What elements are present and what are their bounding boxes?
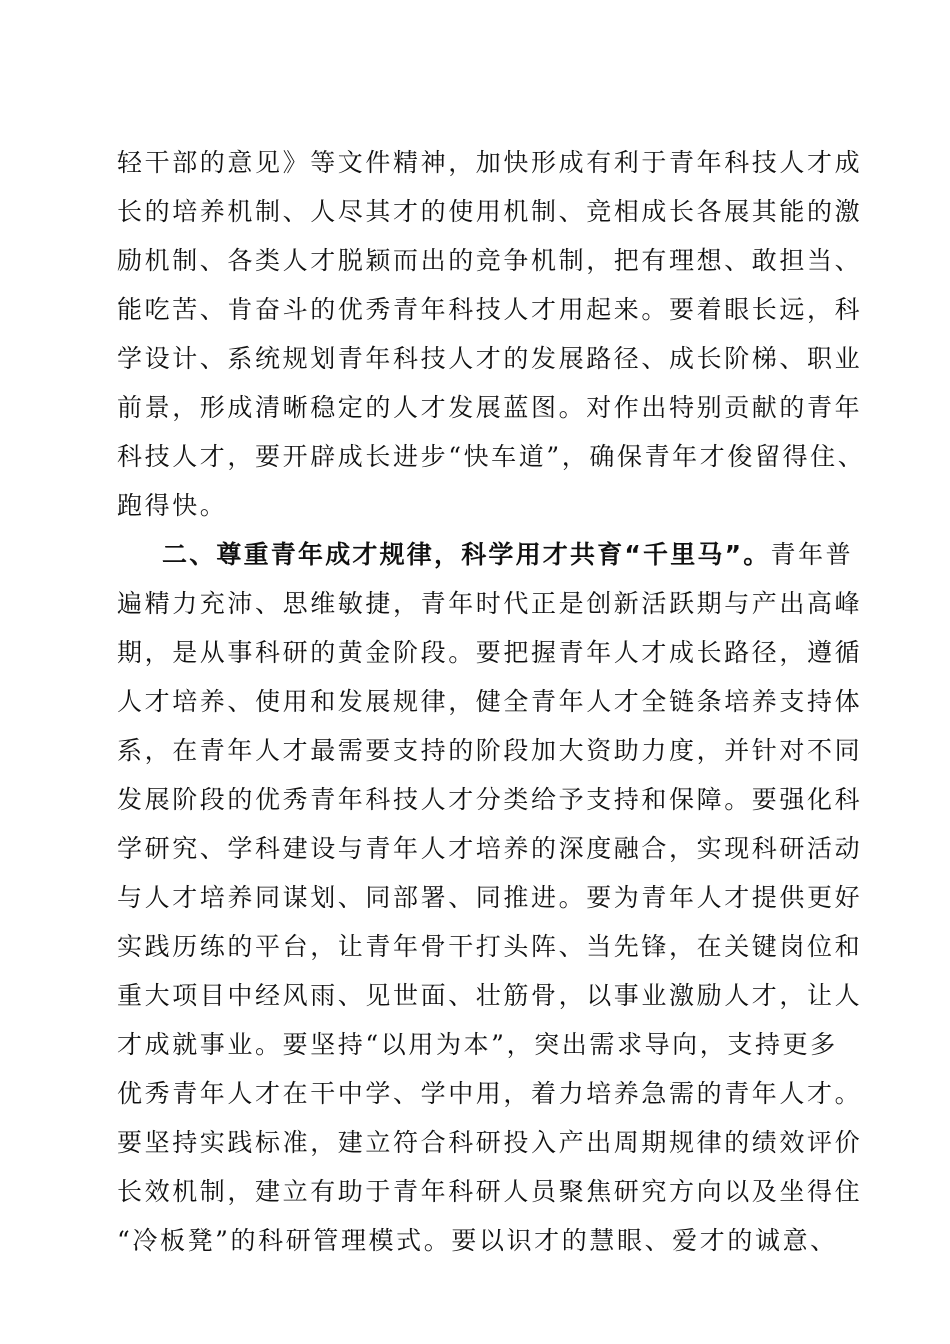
paragraph-line: 轻干部的意见》等文件精神，加快形成有利于青年科技人才成 bbox=[117, 148, 863, 177]
paragraph-line: 科技人才，要开辟成长进步“快车道”，确保青年才俊留得住、 bbox=[117, 442, 866, 471]
paragraph-line: 实践历练的平台，让青年骨干打头阵、当先锋，在关键岗位和 bbox=[117, 932, 863, 961]
paragraph-line: 要坚持实践标准，建立符合科研投入产出周期规律的绩效评价 bbox=[117, 1128, 863, 1157]
paragraph-line: 学研究、学科建设与青年人才培养的深度融合，实现科研活动 bbox=[117, 834, 863, 863]
paragraph-line-rest: 青年普 bbox=[770, 540, 854, 569]
paragraph-line: 学设计、系统规划青年科技人才的发展路径、成长阶梯、职业 bbox=[117, 344, 863, 373]
paragraph-line: 长的培养机制、人尽其才的使用机制、竞相成长各展其能的激 bbox=[117, 197, 863, 226]
paragraph-line: 遍精力充沛、思维敏捷，青年时代正是创新活跃期与产出高峰 bbox=[117, 589, 863, 618]
paragraph-line: 能吃苦、肯奋斗的优秀青年科技人才用起来。要着眼长远，科 bbox=[117, 295, 863, 324]
paragraph-line: 才成就事业。要坚持“以用为本”，突出需求导向，支持更多 bbox=[117, 1030, 838, 1059]
paragraph-line: 跑得快。 bbox=[117, 491, 228, 520]
paragraph-line: 前景，形成清晰稳定的人才发展蓝图。对作出特别贡献的青年 bbox=[117, 393, 863, 422]
paragraph-line: 与人才培养同谋划、同部署、同推进。要为青年人才提供更好 bbox=[117, 883, 863, 912]
paragraph-line: 优秀青年人才在干中学、学中用，着力培养急需的青年人才。 bbox=[117, 1079, 863, 1108]
paragraph-line: 人才培养、使用和发展规律，健全青年人才全链条培养支持体 bbox=[117, 687, 863, 716]
section-heading-line bbox=[162, 538, 853, 572]
paragraph-line: 励机制、各类人才脱颖而出的竞争机制，把有理想、敢担当、 bbox=[117, 246, 863, 275]
section-heading: 二、尊重青年成才规律，科学用才共育“千里马”。 bbox=[162, 540, 771, 569]
paragraph-line: 期，是从事科研的黄金阶段。要把握青年人才成长路径，遵循 bbox=[117, 638, 863, 667]
paragraph-line: “冷板凳”的科研管理模式。要以识才的慧眼、爱才的诚意、 bbox=[117, 1226, 838, 1255]
paragraph-line: 长效机制，建立有助于青年科研人员聚焦研究方向以及坐得住 bbox=[117, 1177, 863, 1206]
paragraph-line: 系，在青年人才最需要支持的阶段加大资助力度，并针对不同 bbox=[117, 736, 863, 765]
paragraph-line: 发展阶段的优秀青年科技人才分类给予支持和保障。要强化科 bbox=[117, 785, 863, 814]
paragraph-line: 重大项目中经风雨、见世面、壮筋骨，以事业激励人才，让人 bbox=[117, 981, 863, 1010]
